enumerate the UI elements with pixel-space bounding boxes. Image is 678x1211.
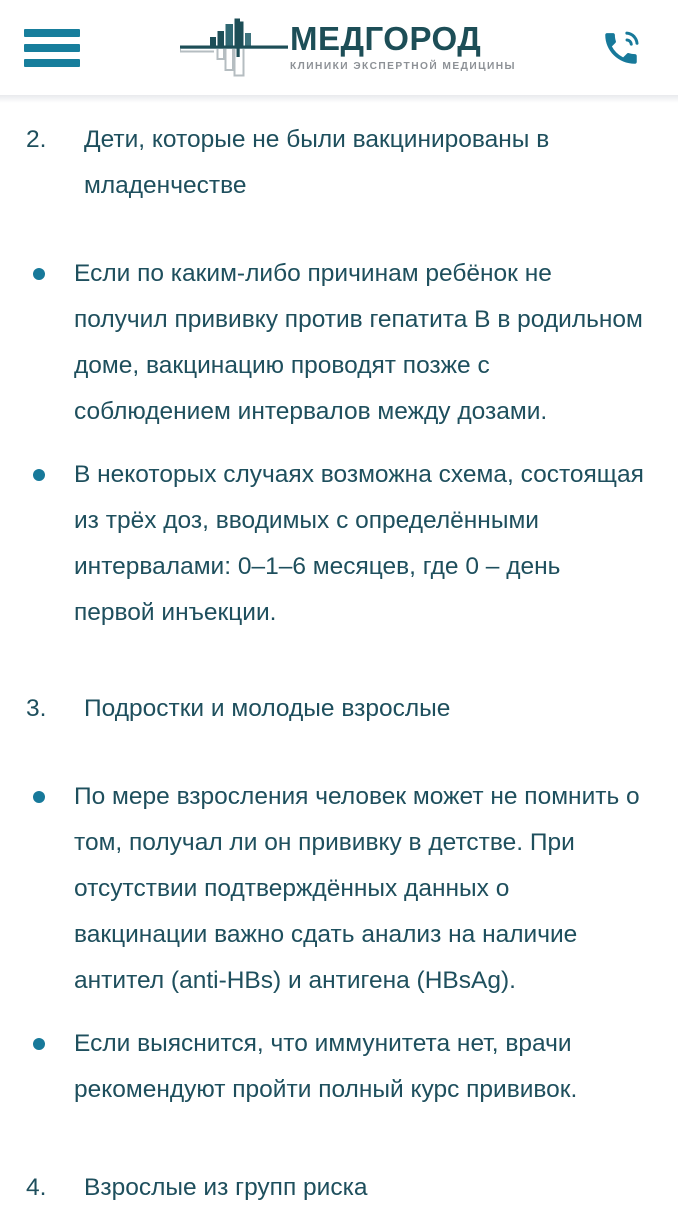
hamburger-icon-bar-3	[24, 59, 80, 67]
bullet-point-icon	[26, 774, 74, 803]
section-title: Дети, которые не были вакцинированы в младенчестве	[84, 126, 550, 199]
logo-wordmark: МЕДГОРОД	[290, 20, 482, 58]
logo-tagline: КЛИНИКИ ЭКСПЕРТНОЙ МЕДИЦИНЫ	[290, 61, 516, 73]
site-logo[interactable]	[180, 15, 516, 81]
list-item-text: По мере взросления человек может не помнить о том, получал ли он прививку в детстве. При отсутствии подтверждённых данных о вакцинации важно сдать анализ на наличие антител (anti-HBs) и антигена (HBsAg).	[74, 783, 640, 994]
list-item-text: В некоторых случаях возможна схема, состоящая из трёх доз, вводимых с определёнными интервалами: 0–1–6 месяцев, где 0 – день первой инъекции.	[74, 461, 644, 626]
list-item	[26, 1021, 644, 1113]
list-item	[26, 774, 644, 1004]
hamburger-icon-bar-2	[24, 44, 80, 52]
list-item	[26, 251, 644, 435]
hamburger-icon-bar-1	[24, 29, 80, 37]
section-heading-3	[26, 686, 644, 732]
phone-call-button[interactable]	[598, 25, 644, 71]
bullet-point-icon	[26, 1021, 74, 1050]
bullet-list-section-2	[26, 251, 644, 636]
bullet-point-icon	[26, 452, 74, 481]
section-number: 2.	[26, 126, 47, 153]
site-header	[0, 0, 678, 95]
phone-in-talk-icon	[600, 27, 642, 69]
section-heading-2	[26, 117, 644, 209]
list-item-text: Если выяснится, что иммунитета нет, врачи рекомендуют пройти полный курс прививок.	[74, 1030, 578, 1103]
section-title: Подростки и молодые взрослые	[84, 695, 451, 722]
article-content	[0, 95, 678, 1211]
city-buildings-logo-icon	[180, 15, 288, 81]
section-title: Взрослые из групп риска	[84, 1174, 368, 1201]
hamburger-menu-button[interactable]	[24, 27, 80, 69]
section-number: 3.	[26, 695, 47, 722]
bullet-point-icon	[26, 251, 74, 280]
section-heading-4	[26, 1165, 644, 1211]
bullet-list-section-3	[26, 774, 644, 1113]
section-number: 4.	[26, 1174, 47, 1201]
list-item	[26, 452, 644, 636]
list-item-text: Если по каким-либо причинам ребёнок не получил прививку против гепатита В в родильном доме, вакцинацию проводят позже с соблюдением интервалов между дозами.	[74, 260, 643, 425]
